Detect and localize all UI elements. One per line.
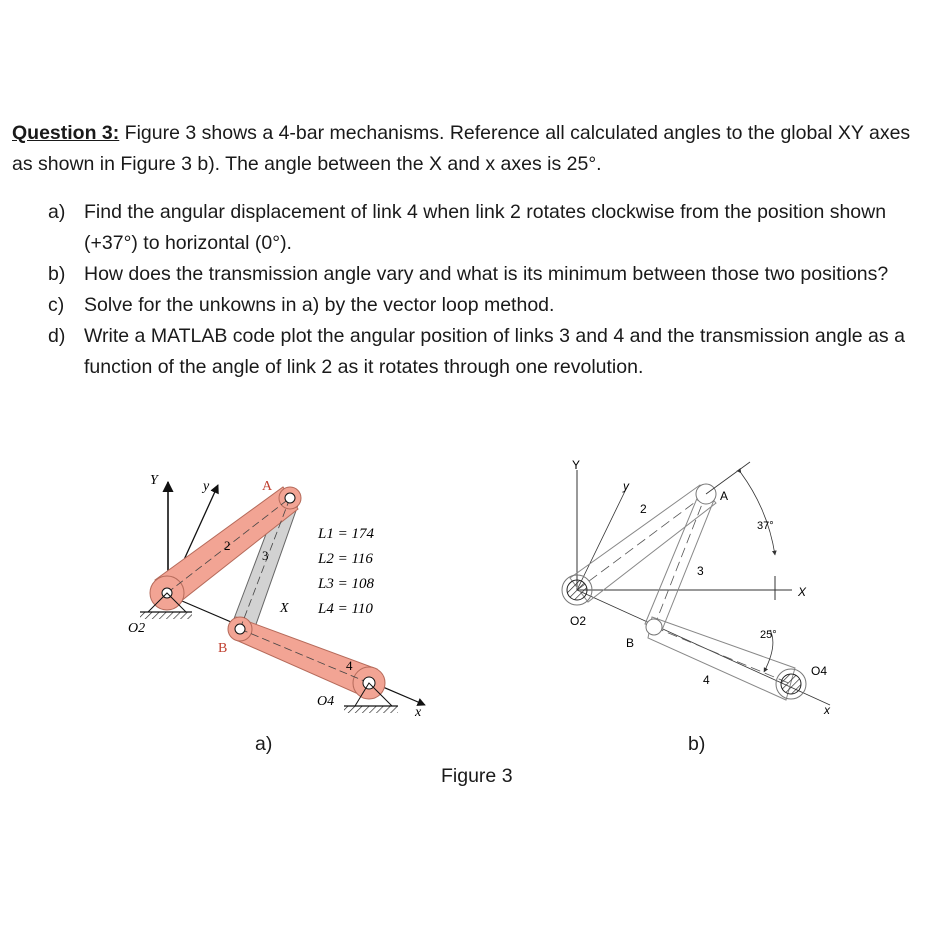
label-angle-25: 25°	[760, 629, 777, 641]
part-text: Find the angular displacement of link 4 when link 2 rotates clockwise from the position shown (+37°) to horizontal (0°).	[84, 201, 887, 254]
label-y: y	[623, 479, 629, 493]
figure-caption: Figure 3	[441, 765, 513, 787]
caption-b: b)	[688, 733, 706, 755]
label-link-3: 3	[697, 564, 704, 578]
label-B: B	[626, 636, 635, 650]
part-letter: b)	[48, 263, 66, 285]
label-X: X	[798, 585, 807, 599]
label-link-4: 4	[703, 673, 710, 687]
label-link-3: 3	[262, 548, 269, 563]
label-link-2: 2	[640, 502, 647, 516]
length-L1: L1 = 174	[318, 526, 374, 542]
label-O4: O4	[811, 664, 828, 678]
question-parts	[48, 197, 918, 383]
part-letter: c)	[48, 294, 65, 316]
label-link-2: 2	[224, 538, 231, 553]
figure-a	[128, 473, 425, 720]
figure-3	[0, 440, 933, 800]
label-y: y	[203, 479, 210, 494]
part-text: Solve for the unkowns in a) by the vector loop method.	[84, 294, 555, 316]
length-L3: L3 = 108	[318, 576, 374, 592]
caption-a: a)	[255, 733, 273, 755]
label-link-4: 4	[346, 658, 353, 673]
question-label: Question 3:	[12, 122, 120, 144]
label-Y: Y	[572, 458, 581, 472]
part-c	[48, 290, 918, 321]
label-B: B	[218, 641, 228, 656]
part-letter: d)	[48, 325, 66, 347]
part-letter: a)	[48, 201, 66, 223]
figure-b	[562, 458, 831, 717]
part-d	[48, 321, 918, 383]
part-b	[48, 259, 918, 290]
part-a	[48, 197, 918, 259]
label-x: x	[415, 705, 422, 720]
length-L2: L2 = 116	[318, 551, 373, 567]
label-angle-37: 37°	[757, 520, 774, 532]
part-text: Write a MATLAB code plot the angular position of links 3 and 4 and the transmission angle as a function of the angle of link 2 as it rotates through one revolution.	[84, 325, 905, 378]
question-intro	[12, 118, 912, 180]
label-A: A	[262, 479, 273, 494]
part-text: How does the transmission angle vary and what is its minimum between those two positions?	[84, 263, 889, 285]
label-O2: O2	[128, 621, 146, 636]
label-O2: O2	[570, 614, 587, 628]
label-Y: Y	[150, 473, 158, 488]
length-L4: L4 = 110	[318, 601, 373, 617]
label-x: x	[824, 703, 830, 717]
label-X: X	[280, 601, 289, 616]
label-A: A	[720, 489, 729, 503]
label-O4: O4	[317, 694, 335, 709]
question-intro-text: Figure 3 shows a 4-bar mechanisms. Reference all calculated angles to the global XY axes as shown in Figure 3 b). The angle between the X and x axes is 25°.	[12, 122, 911, 175]
